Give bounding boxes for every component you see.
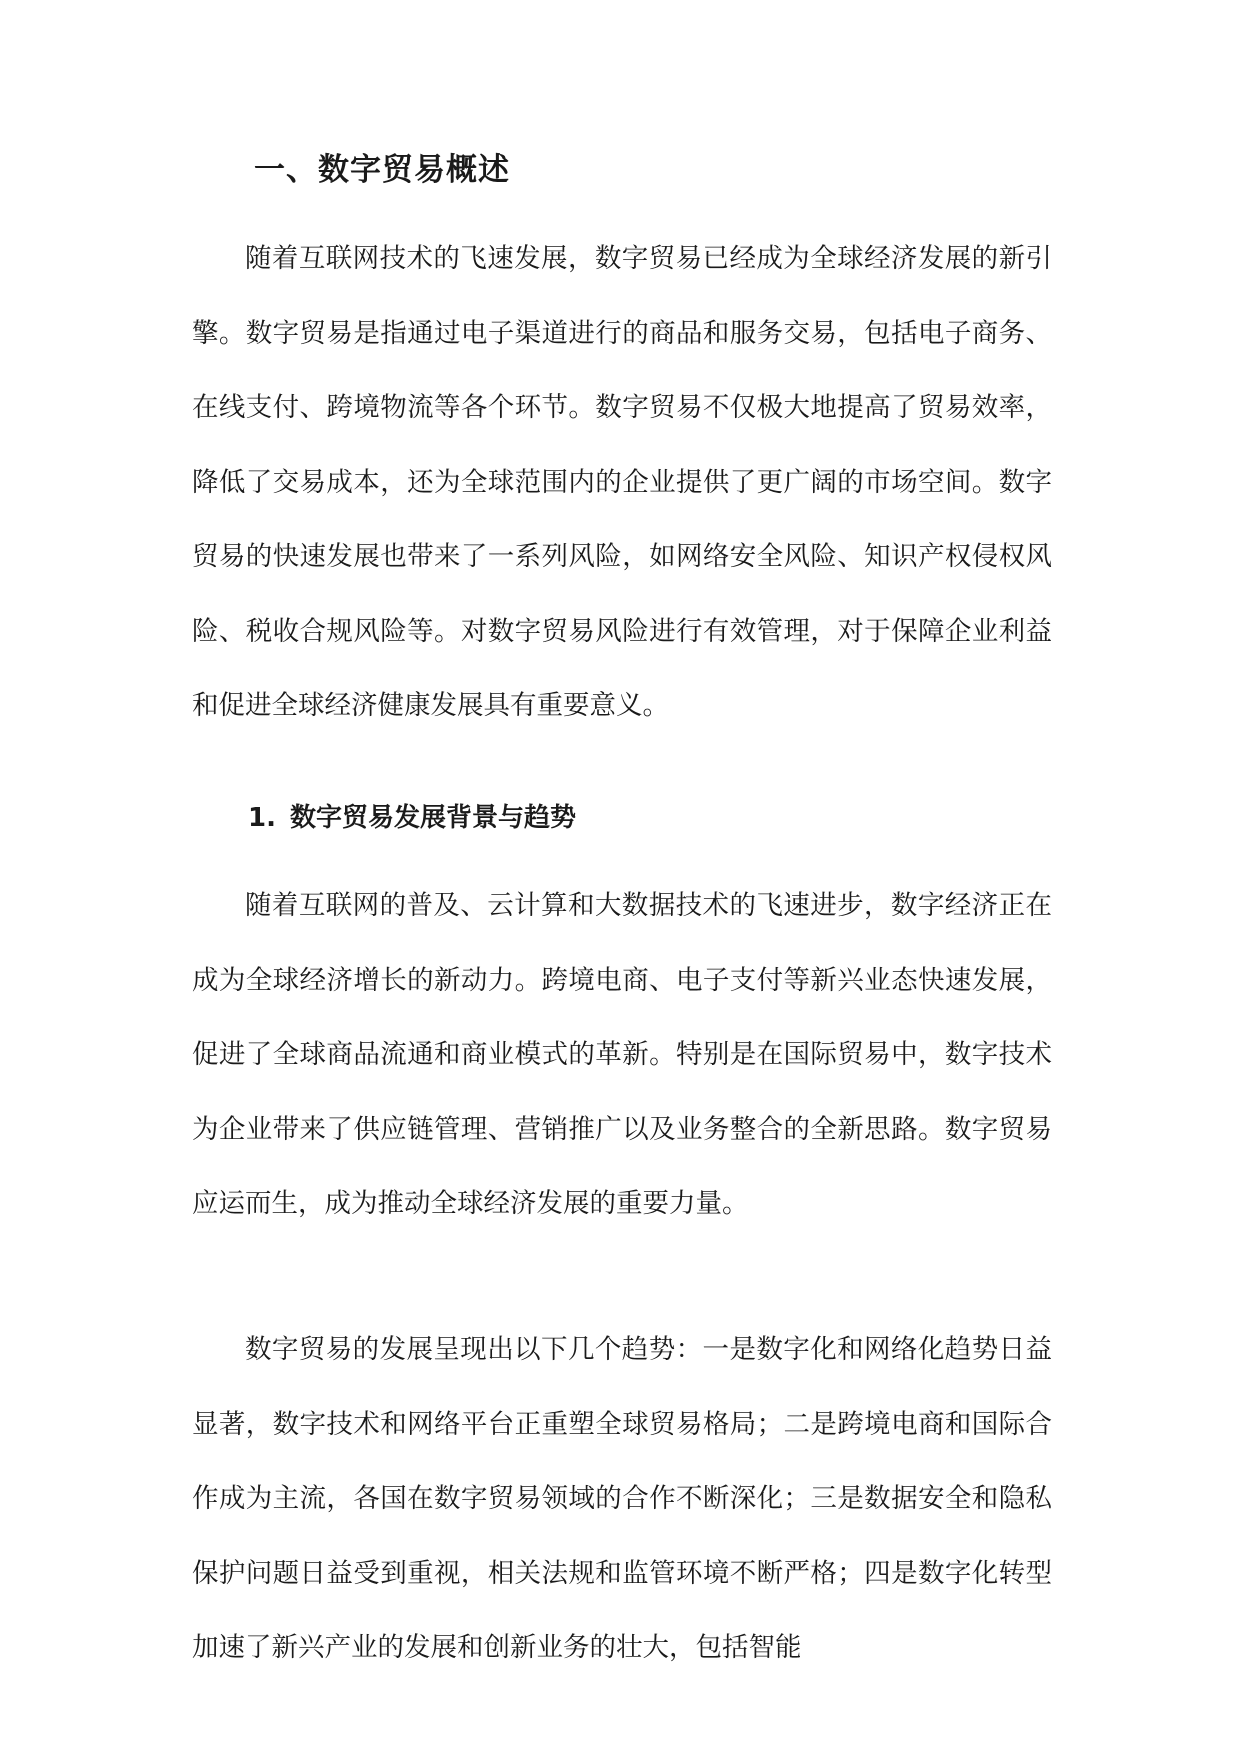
subsection-title: 数字贸易发展背景与趋势: [290, 803, 577, 833]
subsection-number: 1.: [248, 803, 276, 833]
subsection-heading: [248, 798, 576, 838]
paragraph-overview: 随着互联网技术的飞速发展，数字贸易已经成为全球经济发展的新引擎。数字贸易是指通过电子渠道进行的商品和服务交易，包括电子商务、在线支付、跨境物流等各个环节。数字贸易不仅极大地提高了贸易效率，降低了交易成本，还为全球范围内的企业提供了更广阔的市场空间。数字贸易的快速发展也带来了一系列风险，如网络安全风险、知识产权侵权风险、税收合规风险等。对数字贸易风险进行有效管理，对于保障企业利益和促进全球经济健康发展具有重要意义。: [192, 243, 1052, 721]
paragraph-trends: 数字贸易的发展呈现出以下几个趋势：一是数字化和网络化趋势日益显著，数字技术和网络平台正重塑全球贸易格局；二是跨境电商和国际合作成为主流，各国在数字贸易领域的合作不断深化；三是数据安全和隐私保护问题日益受到重视，相关法规和监管环境不断严格；四是数字化转型加速了新兴产业的发展和创新业务的壮大，包括智能: [192, 1334, 1052, 1663]
paragraph-background: 随着互联网的普及、云计算和大数据技术的飞速进步，数字经济正在成为全球经济增长的新动力。跨境电商、电子支付等新兴业态快速发展，促进了全球商品流通和商业模式的革新。特别是在国际贸易中，数字技术为企业带来了供应链管理、营销推广以及业务整合的全新思路。数字贸易应运而生，成为推动全球经济发展的重要力量。: [192, 890, 1052, 1219]
section-heading: 一、数字贸易概述: [254, 152, 510, 188]
